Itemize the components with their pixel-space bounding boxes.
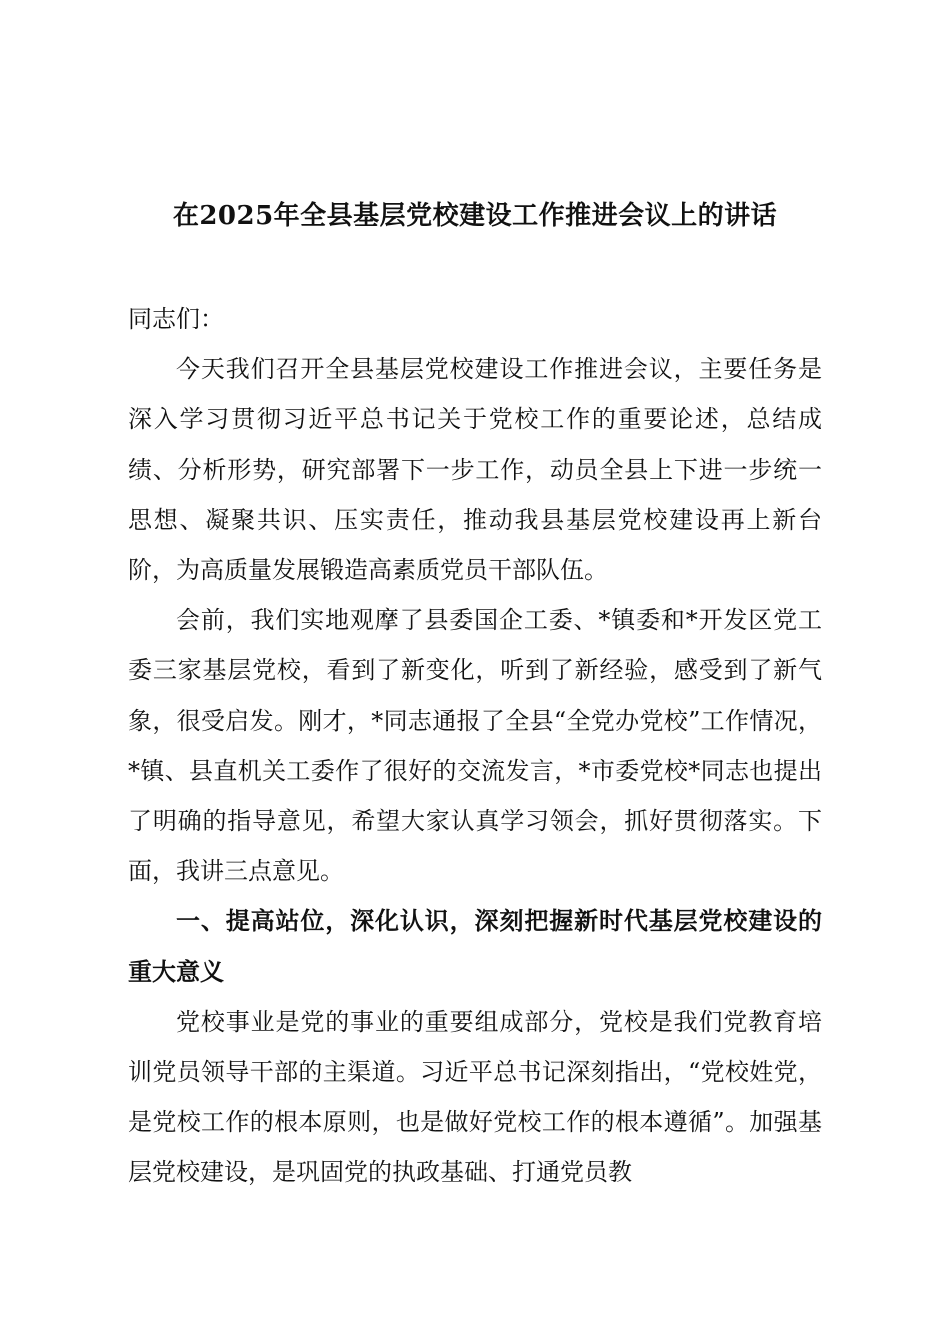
document-title: 在2025年全县基层党校建设工作推进会议上的讲话 — [172, 201, 778, 231]
section-heading-1: 一、提高站位，深化认识，深刻把握新时代基层党校建设的重大意义 — [128, 906, 822, 986]
section-1-paragraph: 党校事业是党的事业的重要组成部分，党校是我们党教育培训党员领导干部的主渠道。习近平总书记深刻指出，“党校姓党，是党校工作的根本原则，也是做好党校工作的根本遵循”。加强基层党校建设，是巩固党的执政基础、打通党员教 — [128, 1007, 822, 1187]
paragraph-observation: 会前，我们实地观摩了县委国企工委、*镇委和*开发区党工委三家基层党校，看到了新变化，听到了新经验，感受到了新气象，很受启发。刚才，*同志通报了全县“全党办党校”工作情况，*镇、县直机关工委作了很好的交流发言，*市委党校*同志也提出了明确的指导意见，希望大家认真学习领会，抓好贯彻落实。下面，我讲三点意见。 — [128, 606, 822, 886]
document-body — [128, 294, 822, 1198]
paragraph-opening: 今天我们召开全县基层党校建设工作推进会议，主要任务是深入学习贯彻习近平总书记关于党校工作的重要论述，总结成绩、分析形势，研究部署下一步工作，动员全县上下进一步统一思想、凝聚共识、压实责任，推动我县基层党校建设再上新台阶，为高质量发展锻造高素质党员干部队伍。 — [128, 355, 822, 585]
salutation: 同志们： — [128, 305, 224, 333]
